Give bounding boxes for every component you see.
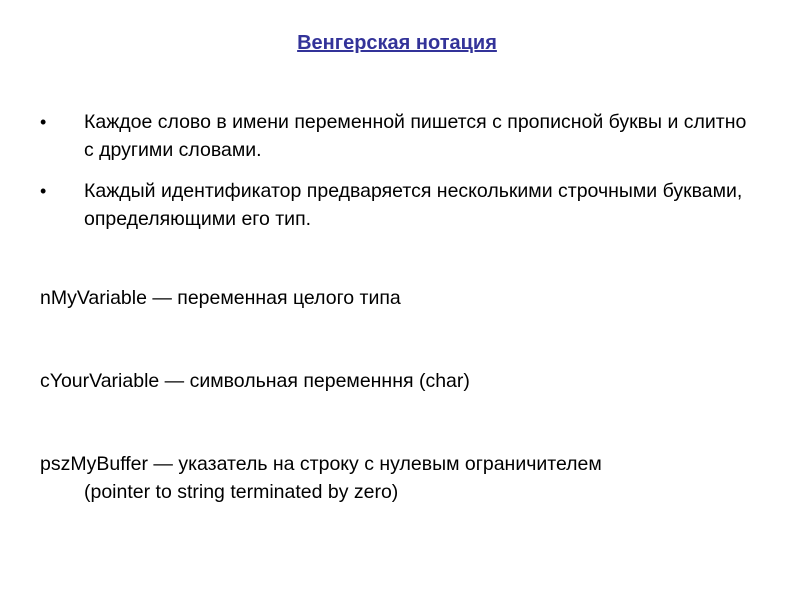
example-string-pointer <box>40 450 760 506</box>
bullet-icon: • <box>40 112 47 132</box>
bullet-item <box>40 108 760 164</box>
bullet-text: Каждый идентификатор предваряется несколькими строчными буквами, определяющими его тип. <box>84 180 743 230</box>
example-text: pszMyBuffer — указатель на строку с нулевым ограничителем <box>40 453 602 475</box>
bullet-icon: • <box>40 181 47 201</box>
example-int-variable <box>40 284 760 312</box>
example-text: nMyVariable — переменная целого типа <box>40 287 401 309</box>
example-char-variable <box>40 367 760 395</box>
bullet-item <box>40 177 760 233</box>
slide-title: Венгерская нотация <box>297 32 497 54</box>
bullet-text: Каждое слово в имени переменной пишется с прописной буквы и слитно с другими словами. <box>84 111 747 161</box>
bullet-list <box>40 108 760 246</box>
example-text-continuation: (pointer to string terminated by zero) <box>84 481 399 503</box>
example-text: cYourVariable — символьная переменння (char) <box>40 370 470 392</box>
